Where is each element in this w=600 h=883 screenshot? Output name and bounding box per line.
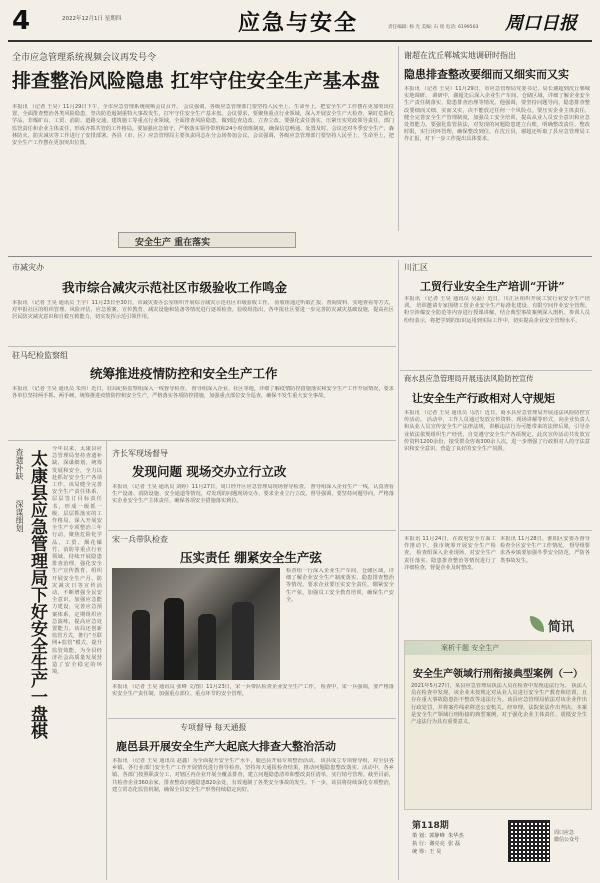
qibei-byline: 本报讯 （记者 王昊 通讯员 刘婷）11月27日，周口经开区应急管理局现场督导检查。	[112, 484, 309, 490]
lead-kicker: 全市应急管理系统视频会议再发号令	[12, 53, 157, 63]
cases-body: 2021年5月27日，某县应急管理局执法人员在检查中发现违法行为。 执法人员在检查中发现，该企业未按规定对从业人员进行安全生产教育和培训，且存在重大事故隐患拒不整改等违法行为。该县应急管理局依法对该企业作出行政处罚，并将案件线索移送公安机关。经审理，法院依法作出判决。本案是安全生产领域行刑衔接的典型案例，对于强化企业主体责任、震慑安全生产违法行为具有重要意义。	[411, 683, 587, 726]
masthead	[0, 0, 600, 40]
cases-body-text: 2021年5月27日，某县应急管理局执法人员在检查中发现违法行为。	[411, 683, 570, 689]
lead-body: 本报讯 （记者 王昊）11月29日下午，全市应急管理系统视频会议召开。 会议强调，各级应急管理部门要坚持人民至上、生命至上，把安全生产工作摆在更加突出位置，全面排查整治各类风险隐患，坚决防范遏制重特大事故发生，扛牢守住安全生产基本盘。会议要求，要聚焦重点行业领域，深入开展安全生产大检查，紧盯危险化学品、非煤矿山、工贸、消防、道路交通、建筑施工等重点行业领域，全面排查风险隐患，做到边查边改、立查立改。要强化责任落实，压紧压实党政领导责任、部门监管责任和企业主体责任，形成齐抓共管的工作格局。要加强应急值守，严格落实领导带班和24小时值班制度，确保信息畅通、处置及时。会议还对冬季安全生产、森林防火、防灾减灾等工作进行了安排部署。各县（市、区）应急管理局主要负责同志在分会场参加会议。会议强调，各级应急管理部门要坚持人民至上、生命至上，把安全生产工作摆在更加突出位置。	[12, 104, 394, 147]
songyi-district: 宋一兵带队检查	[112, 535, 168, 544]
zhudian-district: 驻马纪检监察组	[12, 351, 68, 360]
issue-number: 第118期	[412, 821, 449, 831]
shijian-headline: 我市综合减灾示范社区市级验收工作鸣金	[62, 280, 288, 295]
songyi-caption-text: 本报讯 （记者 王昊 通讯员 张峰 文/图）11月23日，宋一兵带队检查企业安全生产工作。	[112, 684, 319, 690]
luyi-kicker: 专项督导 每天通报	[180, 723, 247, 732]
zhudian-byline: 本报讯 （记者 王昊 通讯员 朱伟）近日，驻局纪检监察组深入一线督导检查。	[12, 386, 190, 392]
inspection-photo	[112, 568, 280, 680]
page-number: 4	[12, 6, 31, 36]
chuanhui-headline: 工贸行业安全生产培训“开讲”	[420, 280, 565, 293]
shangshui-byline: 本报讯 （记者 王昊 通讯员 马浩）近日，商水县应急管理局开展违法风险防控宣传活动。	[404, 410, 590, 424]
section-rule	[8, 256, 592, 257]
section-banner-label: 安全生产 重在落实	[135, 238, 211, 248]
qr-caption: 周口应急 微信公众号	[554, 830, 580, 843]
leaf-icon	[530, 616, 544, 632]
lead-headline: 排查整治风险隐患 扛牢守住安全生产基本盘	[12, 70, 380, 92]
songyi-headline: 压实责任 绷紧安全生产弦	[180, 550, 322, 565]
right-top-body: 本报讯 （记者 王昊）11月29日，市应急管理局党委书记、局长谢超到沈丘郸城实地调研。 调研中，谢超先后深入企业生产车间、仓储区域，详细了解企业安全生产责任制落实、隐患排查治理等情况。他强调，要坚持问题导向，隐患排查整改要细而又细、实而又实，决不能放过任何一个风险点。要压实企业主体责任，健全完善安全生产管理制度，加强员工安全培训，提高从业人员安全意识和应急处置能力。要强化监管执法，对发现的问题隐患建立台账，明确整改责任、整改时限，实行闭环管理，确保整改到位。在沈丘县，谢超还听取了县应急管理局工作汇报，对下一步工作提出具体要求。	[404, 86, 590, 143]
section-title: 应急与安全	[238, 10, 359, 36]
luyi-headline: 鹿邑县开展安全生产大起底大排查大整治活动	[116, 740, 336, 753]
vertical-label-1: 查遗补缺	[15, 448, 24, 480]
shangshui-body: 本报讯 （记者 王昊 通讯员 马浩）近日，商水县应急管理局开展违法风险防控宣传活动。 活动中，工作人员通过发放宣传资料、现场讲解等形式，向企业负责人和从业人员宣传安全生产法律法规，讲解违法行为可能带来的法律后果，引导企业依法依规组织生产经营，自觉遵守安全生产各项规定。此次宣传活动共发放宣传资料1200余份，接受群众咨询300余人次，进一步增强了行政相对人的守法意识和安全意识，营造了良好的安全生产氛围。	[404, 410, 590, 453]
cases-band-label: 案析千题 安全生产	[441, 644, 500, 652]
qr-code	[508, 820, 550, 862]
cases-band	[405, 641, 591, 655]
cases-headline: 安全生产领域行刑衔接典型案例（一）	[413, 669, 583, 680]
right-top-headline: 隐患排查整改要细而又细实而又实	[404, 68, 569, 81]
section-banner	[118, 232, 296, 248]
divider-luyi	[108, 718, 396, 719]
divider-shangshui	[400, 370, 592, 371]
shijian-body: 本报讯 （记者 王昊 通讯员 王宇）11月23日至30日，市减灾委办公室组织开展综合减灾示范社区市级验收工作。 验收组通过听取汇报、查阅资料、实地查看等方式，对申报社区的组织管理、风险评估、应急预案、宣传教育、减灾设施和装备等情况进行逐项检查。验收组指出，各申报社区要进一步完善防灾减灾基础设施，提高社区居民防灾减灾意识和自救互救能力，切实发挥示范引领作用。	[12, 300, 394, 321]
divider-songyi	[108, 530, 396, 531]
zhudian-body: 本报讯 （记者 王昊 通讯员 朱伟）近日，驻局纪检监察组深入一线督导检查。 督导组深入企业、社区等地，详细了解疫情防控措施落实和安全生产工作开展情况，要求各单位坚持两手抓、两手硬，统筹推进疫情防控和安全生产，严格落实各项防控措施，加强重点部位安全巡查，确保不发生重大安全事故。	[12, 386, 394, 400]
right-top-kicker: 谢超在沈丘郸城实地调研时指出	[404, 51, 516, 60]
brief-item-1-text: 本报讯 11月24日，在政府安全方面工作推动下，我市统筹开展安全生产检查。	[404, 536, 496, 557]
divider-vertical-section	[8, 440, 396, 441]
column-divider-top	[398, 46, 399, 231]
right-top-byline: 本报讯 （记者 王昊）11月29日，市应急管理局党委书记、局长谢超到沈丘郸城实地调研。	[404, 86, 590, 100]
vertical-body: 今年以来，太康县应急管理局坚持查遗补缺、深谋细划，统筹发展和安全，全力以赴抓好安全生产各项工作。该局健全完善安全生产责任体系，层层签订目标责任书，形成一级抓一级、层层抓落实的工作格局。深入开展安全生产专项整治三年行动，聚焦危险化学品、工贸、烟花爆竹、消防等重点行业领域，持续开展隐患排查治理。强化安全生产宣传教育，组织开展安全生产月、防灾减灾日等宣传活动，不断增强全民安全意识。加强应急能力建设，完善应急预案体系，定期组织应急演练，提高应急处置能力。该局还创新监管方式，推行“互联网+监管”模式，提升监管效能，为全县经济社会高质量发展营造了安全稳定的环境。	[52, 446, 102, 676]
divider-qibei	[106, 440, 107, 880]
shangshui-headline: 让安全生产行政相对人守规矩	[412, 392, 555, 405]
songyi-body: 检查组一行深入企业生产车间、仓储区域，详细了解企业安全生产制度落实、隐患排查整治等情况。要求企业要压实安全责任，绷紧安全生产弦，加强员工安全教育培训，确保生产安全。	[286, 568, 394, 603]
footer-box	[404, 816, 592, 878]
brief-item-2: 本报讯 11月28日，淮阳区安委办督导检查全区安全生产工作情况。 督导组要求各乡镇要加强冬季安全防范，严防各类事故发生。	[500, 536, 590, 564]
masthead-rule	[8, 40, 592, 42]
shijian-byline: 本报讯 （记者 王昊 通讯员 王宇）11月23日至30日，市减灾委办公室组织开展综合减灾示范社区市级验收工作。	[12, 300, 273, 306]
shijian-district: 市减灾办	[12, 263, 44, 272]
cases-column	[404, 640, 592, 810]
vertical-label-2: 深谋细划	[15, 500, 24, 532]
luyi-body: 本报讯 （记者 王昊 通讯员 赵鑫）为全面提升安全生产水平，鹿邑县开展专项整治活动。 该县成立专项督导组，对全县各乡镇、各行业部门安全生产工作开展情况进行督导检查，坚持每天通报检查结果，推动问题隐患整改落实。活动中，各乡镇、各部门按照职责分工，对辖区内企业开展全覆盖排查，建立问题隐患清单和整改责任清单，实行销号管理。截至目前，共检查企业360余家，排查整改问题隐患820余处，有效遏制了各类安全事故的发生。下一步，该县将持续深化专项整治，建立常态化监管机制，确保全县安全生产形势持续稳定向好。	[112, 758, 394, 793]
column-divider-mid	[398, 260, 399, 880]
qibei-district: 齐长军现场督导	[112, 449, 168, 458]
newspaper-logo: 周口日报	[505, 13, 577, 34]
chuanhui-district: 川汇区	[404, 263, 428, 272]
divider-brief	[400, 530, 592, 531]
brief-title: 简讯	[548, 620, 575, 635]
chuanhui-body: 本报讯 （记者 王昊 通讯员 吴磊）近日，川汇区组织开展工贸行业安全生产培训。 培训邀请专家围绕工贸企业安全生产标准化建设、有限空间作业安全管理、粉尘涉爆安全防范等内容进行授课讲解，结合典型事故案例深入剖析。参训人员纷纷表示，将把学到的知识运用到实际工作中，切实提高企业安全管理水平。	[404, 296, 590, 324]
brief-title-box	[528, 612, 588, 638]
luyi-byline: 本报讯 （记者 王昊 通讯员 赵鑫）为全面提升安全生产水平，鹿邑县开展专项整治活动。	[112, 758, 319, 764]
qibei-body: 本报讯 （记者 王昊 通讯员 刘婷）11月27日，周口经开区应急管理局现场督导检查。 督导组深入企业生产一线，认真查看生产设备、消防设施、安全通道等情况，对发现的问题现场交办，要求企业立行立改。督导强调，要坚持问题导向，严格落实企业安全生产主体责任，确保各项安全措施落实到位。	[112, 484, 394, 505]
chuanhui-byline: 本报讯 （记者 王昊 通讯员 吴磊）近日，川汇区组织开展工贸行业安全生产培训。	[404, 296, 590, 310]
issue-date: 2022年12月1日 星期四	[62, 16, 122, 22]
songyi-caption: 本报讯 （记者 王昊 通讯员 张峰 文/图）11月23日，宋一兵带队检查企业安全生产工作。 检查中，宋一兵强调，要严格落实安全生产责任制，加强重点部位、重点环节的安全管理。	[112, 684, 394, 698]
lead-byline: 本报讯 （记者 王昊）11月29日下午，全市应急管理系统视频会议召开。	[12, 104, 182, 110]
brief-item-2-text: 本报讯 11月28日，淮阳区安委办督导检查全区安全生产工作情况。	[500, 536, 590, 550]
editor-line: 责任编辑: 杨 光 美编: 石 瑶 电话: 6199503	[388, 25, 479, 30]
divider-zhudian	[8, 346, 396, 347]
zhudian-headline: 统筹推进疫情防控和安全生产工作	[90, 366, 278, 381]
shangshui-kicker: 商水县应急管理局开展违法风险防控宣传	[404, 374, 534, 383]
footer-credits: 策 划：郭静峰 朱华杰 执 行：谢亮亮 张 磊 统 筹：王 昊	[412, 833, 464, 855]
vertical-headline: 太康县应急管理局下好安全生产一盘棋	[27, 450, 47, 739]
qibei-headline: 发现问题 现场交办立行立改	[132, 464, 287, 479]
brief-item-1: 本报讯 11月24日，在政府安全方面工作推动下，我市统筹开展安全生产检查。 检查组深入企业现场，对安全生产责任落实、隐患排查整治等情况进行了详细检查，督促企业及时整改。	[404, 536, 496, 571]
